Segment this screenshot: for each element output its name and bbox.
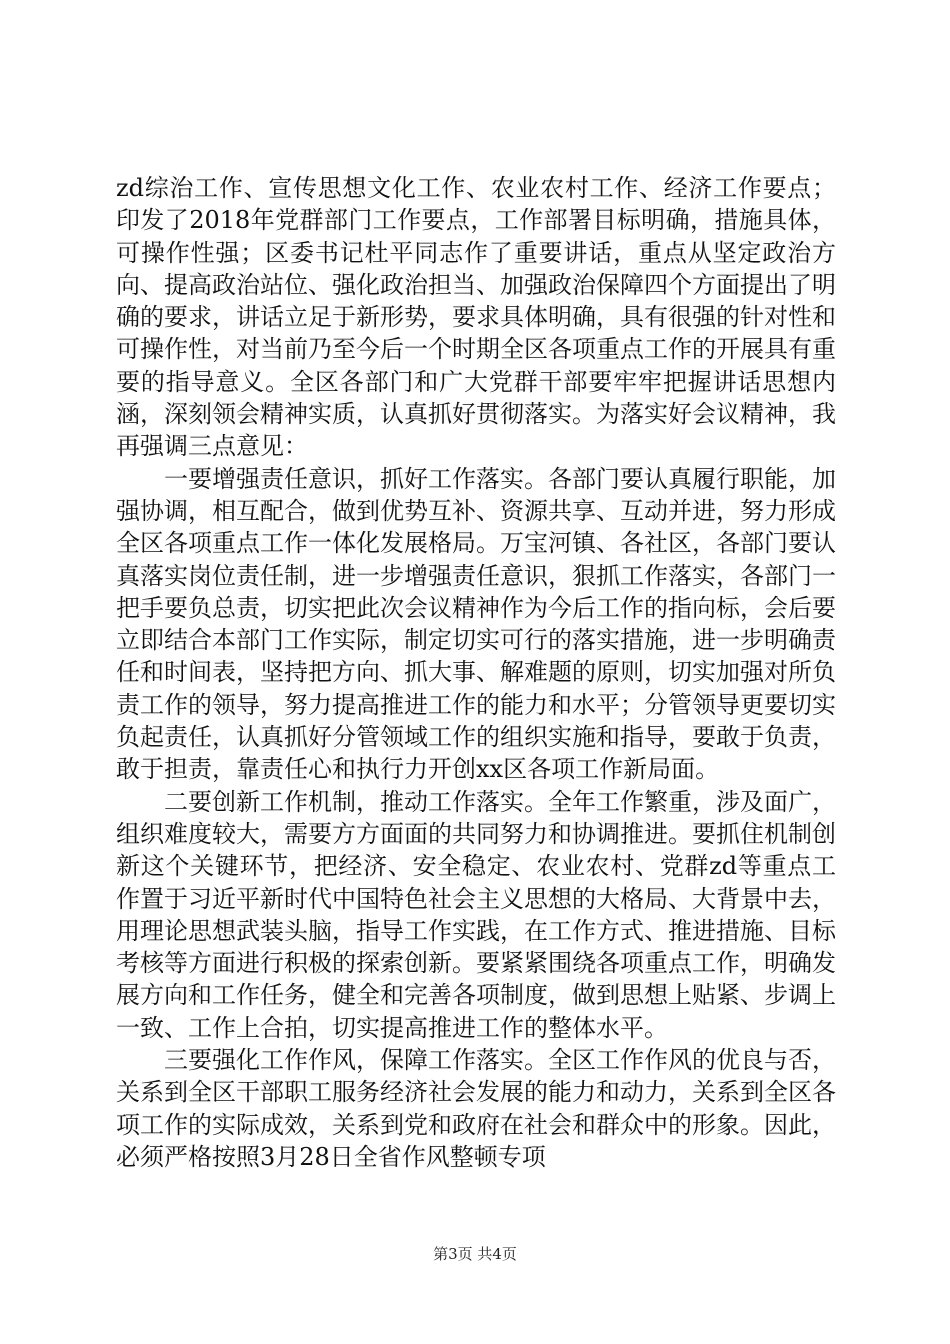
paragraph-point-two: 二要创新工作机制，推动工作落实。全年工作繁重，涉及面广，组织难度较大，需要方方面面的共同努力和协调推进。要抓住机制创新这个关键环节，把经济、安全稳定、农业农村、党群zd等重点工作置于习近平新时代中国特色社会主义思想的大格局、大背景中去，用理论思想武装头脑，指导工作实践，在工作方式、推进措施、目标考核等方面进行积极的探索创新。要紧紧围绕各项重点工作，明确发展方向和工作任务，健全和完善各项制度，做到思想上贴紧、步调上一致、工作上合拍，切实提高推进工作的整体水平。 [116,787,836,1042]
paragraph-point-one: 一要增强责任意识，抓好工作落实。各部门要认真履行职能，加强协调，相互配合，做到优势互补、资源共享、互动并进，努力形成全区各项重点工作一体化发展格局。万宝河镇、各社区，各部门要认真落实岗位责任制，进一步增强责任意识，狠抓工作落实，各部门一把手要负总责，切实把此次会议精神作为今后工作的指向标，会后要立即结合本部门工作实际，制定切实可行的落实措施，进一步明确责任和时间表，坚持把方向、抓大事、解难题的原则，切实加强对所负责工作的领导，努力提高推进工作的能力和水平；分管领导更要切实负起责任，认真抓好分管领域工作的组织实施和指导，要敢于负责，敢于担责，靠责任心和执行力开创xx区各项工作新局面。 [116,464,836,784]
page-footer [0,1243,950,1264]
paragraph-continuation: zd综治工作、宣传思想文化工作、农业农村工作、经济工作要点；印发了2018年党群部门工作要点，工作部署目标明确，措施具体，可操作性强；区委书记杜平同志作了重要讲话，重点从坚定政治方向、提高政治站位、强化政治担当、加强政治保障四个方面提出了明确的要求，讲话立足于新形势，要求具体明确，具有很强的针对性和可操作性，对当前乃至今后一个时期全区各项重点工作的开展具有重要的指导意义。全区各部门和广大党群干部要牢牢把握讲话思想内涵，深刻领会精神实质，认真抓好贯彻落实。为落实好会议精神，我再强调三点意见： [116,174,836,461]
document-body [116,172,836,1173]
paragraph-point-three: 三要强化工作作风，保障工作落实。全区工作作风的优良与否，关系到全区干部职工服务经济社会发展的能力和动力，关系到全区各项工作的实际成效，关系到党和政府在社会和群众中的形象。因此，必须严格按照3月28日全省作风整顿专项 [116,1046,836,1171]
page-number: 第3页 共4页 [433,1245,517,1263]
